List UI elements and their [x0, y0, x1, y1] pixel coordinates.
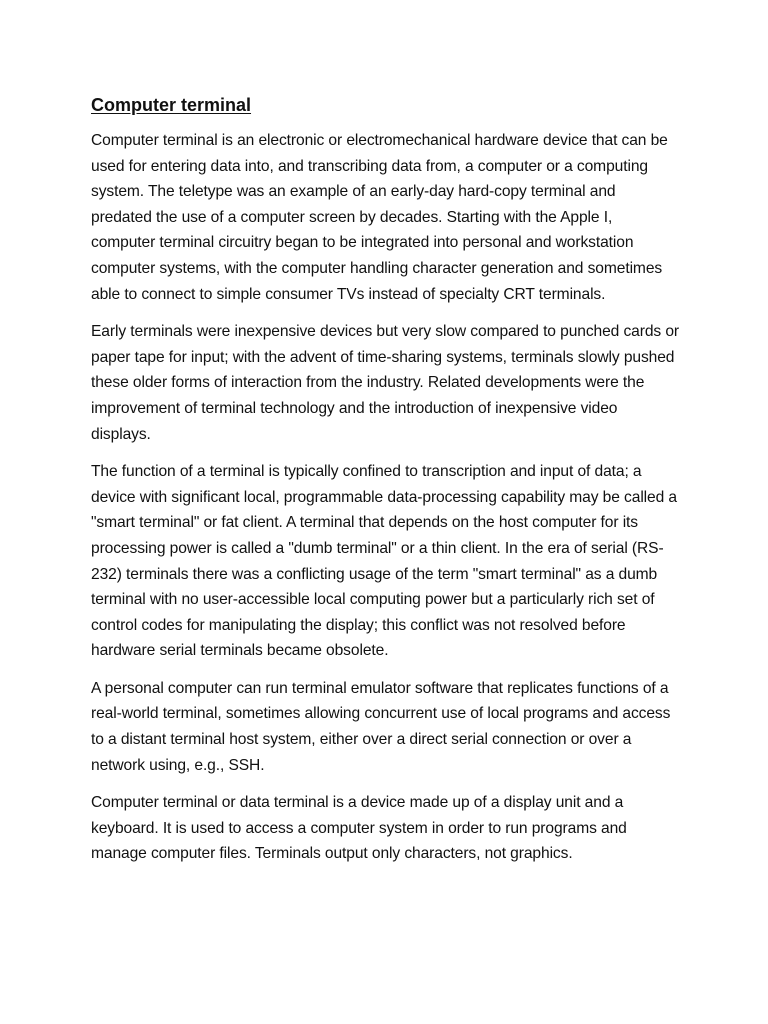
paragraph-terminal-function: The function of a terminal is typically confined to transcription and input of data; a device with significant local, programmable data-processing capability may be called a "smart terminal" or fat client. A terminal that depends on the host computer for its processing power is called a "dumb terminal" or a thin client. In the era of serial (RS-232) terminals there was a conflicting usage of the term "smart terminal" as a dumb terminal with no user-accessible local computing power but a particularly rich set of control codes for manipulating the display; this conflict was not resolved before hardware serial terminals became obsolete.: [91, 463, 677, 660]
paragraph-terminal-emulator: A personal computer can run terminal emulator software that replicates functions of a real-world terminal, sometimes allowing concurrent use of local programs and access to a distant terminal host system, either over a direct serial connection or over a network using, e.g., SSH.: [91, 679, 671, 774]
paragraph-early-terminals: Early terminals were inexpensive devices but very slow compared to punched cards or paper tape for input; with the advent of time-sharing systems, terminals slowly pushed these older forms of interaction from the industry. Related developments were the improvement of terminal technology and the introduction of inexpensive video displays.: [91, 323, 680, 443]
paragraph-data-terminal: Computer terminal or data terminal is a device made up of a display unit and a keyboard. It is used to access a computer system in order to run programs and manage computer files. Terminals output only characters, not graphics.: [91, 794, 627, 863]
paragraph-definition: Computer terminal is an electronic or electromechanical hardware device that can be used for entering data into, and transcribing data from, a computer or a computing system. The teletype was an example of an early-day hard-copy terminal and predated the use of a computer screen by decades. Starting with the Apple I, computer terminal circuitry began to be integrated into personal and workstation computer systems, with the computer handling character generation and sometimes able to connect to simple consumer TVs instead of specialty CRT terminals.: [91, 132, 668, 303]
page-title: Computer terminal: [91, 95, 252, 115]
